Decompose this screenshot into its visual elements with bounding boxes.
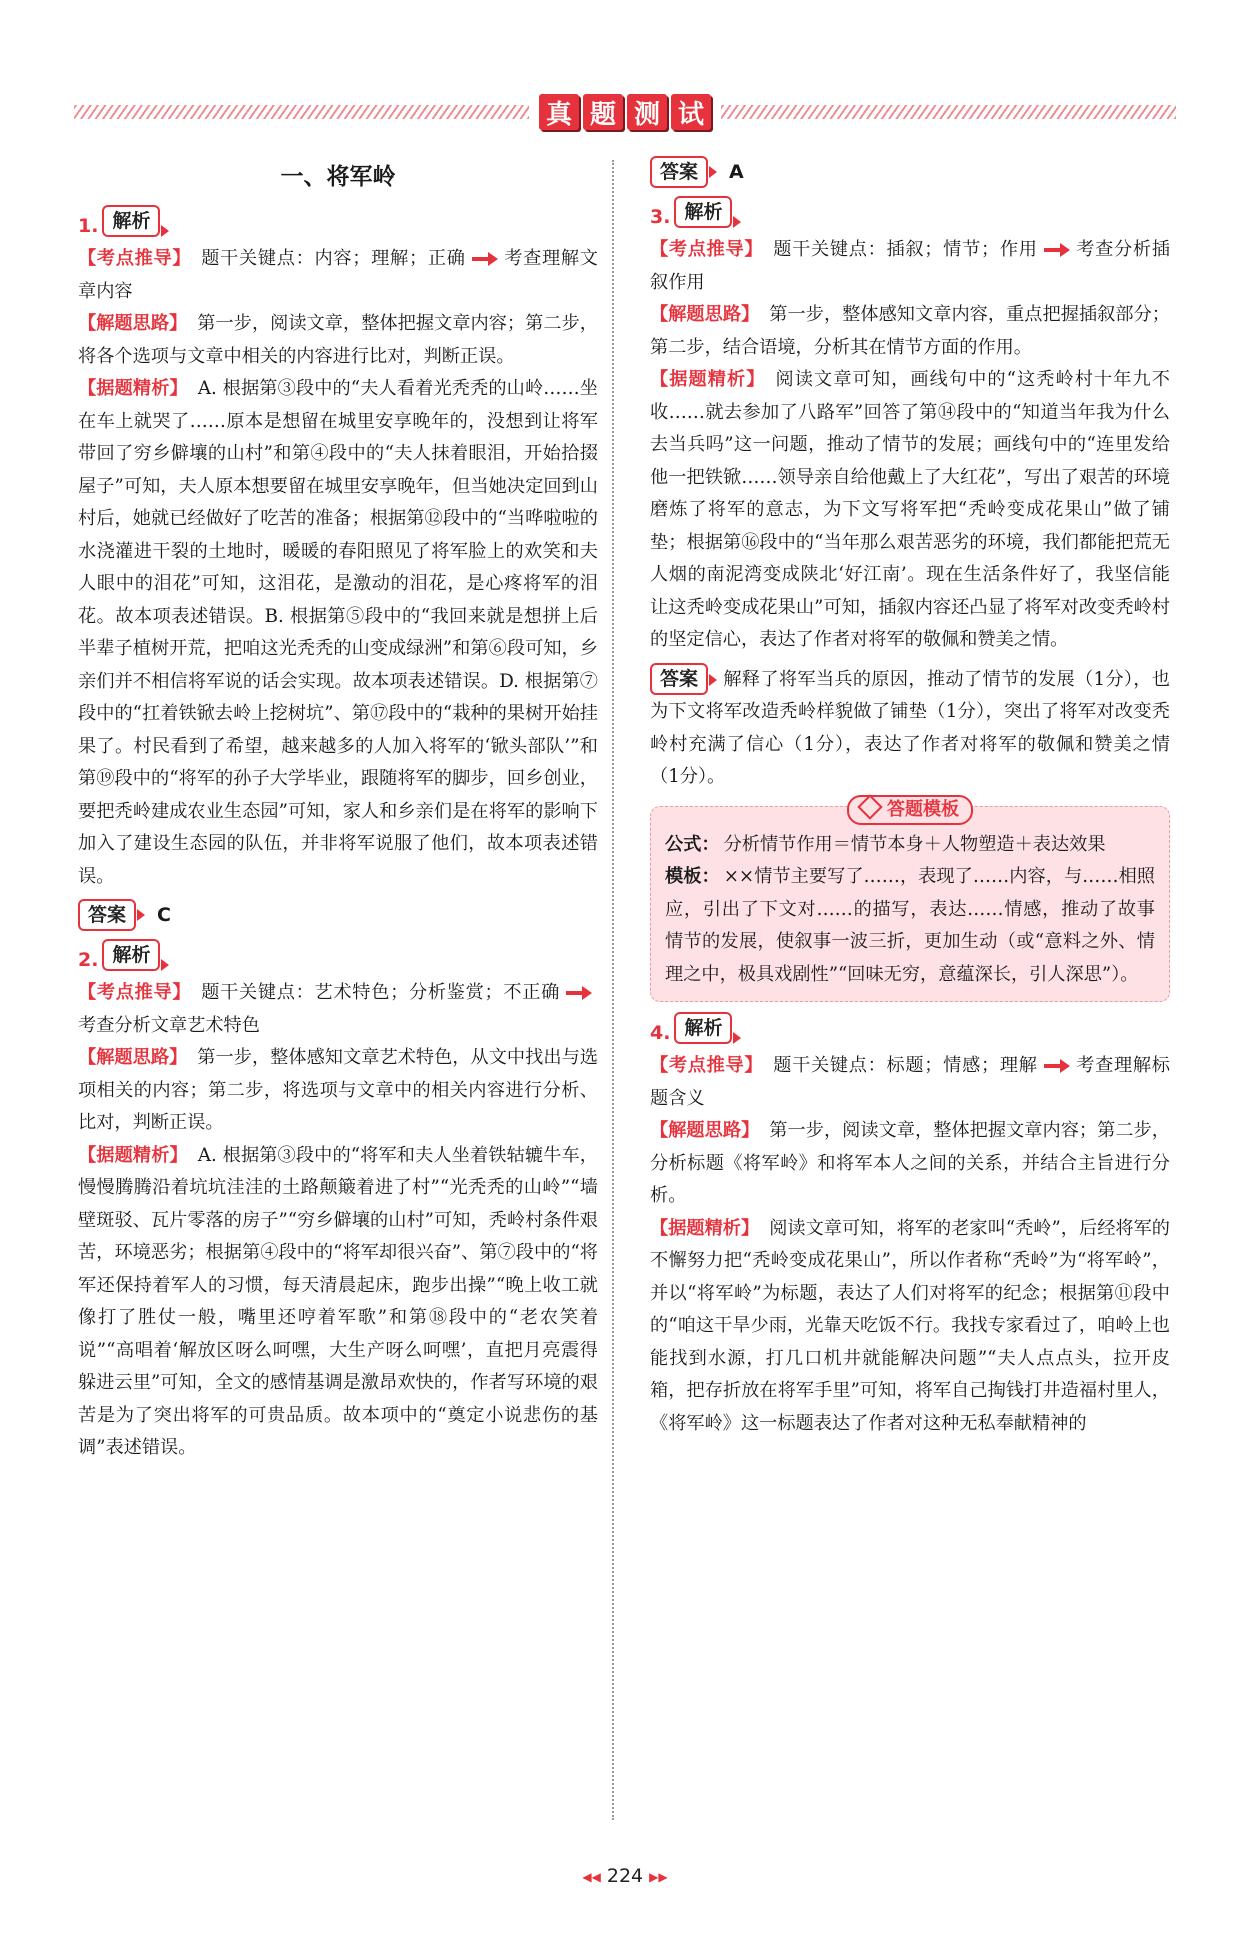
q4-point-text: 题干关键点：标题；情感；理解 bbox=[773, 1055, 1038, 1076]
tag-arrow-icon bbox=[733, 216, 741, 228]
q4-approach-text: 第一步，阅读文章，整体把握文章内容；第二步，分析标题《将军岭》和将军本人之间的关系，并结合主旨进行分析。 bbox=[650, 1120, 1170, 1206]
q3-answer bbox=[650, 663, 1170, 794]
q3-point-text: 题干关键点：插叙；情节；作用 bbox=[773, 239, 1038, 260]
q4-approach bbox=[650, 1115, 1170, 1213]
banner-char: 题 bbox=[583, 94, 623, 130]
point-label: 【考点推导】 bbox=[78, 982, 192, 1003]
banner-char: 真 bbox=[539, 94, 579, 130]
q3-approach-text: 第一步，整体感知文章内容，重点把握插叙部分；第二步，结合语境，分析其在情节方面的作用。 bbox=[650, 304, 1170, 358]
banner-hatch-left bbox=[74, 105, 529, 119]
q1-point-text: 题干关键点：内容；理解；正确 bbox=[201, 248, 466, 269]
header-banner bbox=[74, 98, 1176, 130]
arrow-right-icon bbox=[472, 252, 498, 266]
question-number: 1. bbox=[78, 215, 99, 237]
q2-point-text: 题干关键点：艺术特色；分析鉴赏；不正确 bbox=[201, 982, 560, 1003]
arrow-right-icon bbox=[566, 986, 592, 1000]
q1-answer-value: C bbox=[157, 904, 171, 926]
q2-approach-text: 第一步，整体感知文章艺术特色，从文中找出与选项相关的内容；第二步，将选项与文章中的相关内容进行分析、比对，判断正误。 bbox=[78, 1047, 598, 1133]
q2-approach bbox=[78, 1042, 598, 1140]
detail-label: 【据题精析】 bbox=[78, 1144, 188, 1166]
tag-arrow-icon bbox=[709, 166, 717, 178]
question-number: 4. bbox=[650, 1022, 671, 1044]
point-label: 【考点推导】 bbox=[78, 248, 192, 269]
q3-detail bbox=[650, 364, 1170, 657]
arrow-right-icon bbox=[1044, 243, 1070, 257]
q3-answer-text: 解释了将军当兵的原因，推动了情节的发展（1分），也为下文将军改造秃岭样貌做了铺垫（1分），突出了将军对改变秃岭村充满了信心（1分），表达了作者对将军的敬佩和赞美之情（1分）。 bbox=[650, 668, 1170, 787]
approach-label: 【解题思路】 bbox=[650, 1120, 760, 1141]
right-column bbox=[650, 150, 1170, 1440]
detail-label: 【据题精析】 bbox=[650, 1217, 760, 1239]
q3-approach bbox=[650, 299, 1170, 364]
right-arrows-icon: ▶▶ bbox=[649, 1869, 668, 1884]
q2-point-target: 考查分析文章艺术特色 bbox=[78, 1014, 260, 1036]
q1-header bbox=[78, 205, 598, 237]
point-label: 【考点推导】 bbox=[650, 239, 764, 260]
banner-char: 测 bbox=[627, 94, 667, 130]
analysis-tag: 解析 bbox=[674, 196, 732, 228]
column-divider bbox=[612, 160, 614, 1820]
tag-arrow-icon bbox=[161, 959, 169, 971]
q3-detail-text: 阅读文章可知，画线句中的“这秃岭村十年九不收……就去参加了八路军”回答了第⑭段中的“知道当年我为什么去当兵吗”这一问题，推动了情节的发展；画线句中的“连里发给他一把铁锨……领导亲自给他戴上了大红花”，写出了艰苦的环境磨炼了将军的意志，为下文写将军把“秃岭变成花果山”做了铺垫；根据第⑯段中的“当年那么艰苦恶劣的环境，我们都能把荒无人烟的南泥湾变成陕北‘好江南’。现在生活条件好了，我坚信能让这秃岭变成花果山”可知，插叙内容还凸显了将军对改变秃岭村的坚定信心，表达了作者对将军的敬佩和赞美之情。 bbox=[650, 369, 1170, 650]
page-number: 224 bbox=[606, 1865, 644, 1887]
tag-arrow-icon bbox=[709, 674, 717, 686]
template-formula bbox=[665, 829, 1155, 862]
q3-point bbox=[650, 234, 1170, 299]
banner-hatch-right bbox=[721, 105, 1176, 119]
q1-approach-text: 第一步，阅读文章，整体把握文章内容；第二步，将各个选项与文章中相关的内容进行比对，判断正误。 bbox=[78, 313, 598, 367]
page-footer bbox=[0, 1865, 1250, 1887]
question-number: 2. bbox=[78, 949, 99, 971]
template-model bbox=[665, 861, 1155, 991]
q1-detail bbox=[78, 373, 598, 893]
q3-point-target: 考查分析插叙作用 bbox=[650, 239, 1170, 293]
detail-label: 【据题精析】 bbox=[650, 369, 766, 390]
model-text: ××情节主要写了……，表现了……内容，与……相照应，引出了下文对……的描写，表达……情感，推动了故事情节的发展，使叙事一波三折，更加生动（或“意料之外、情理之中，极具戏剧性”“回味无穷，意蕴深长，引人深思”）。 bbox=[665, 866, 1155, 985]
tag-arrow-icon bbox=[137, 909, 145, 921]
q2-answer bbox=[650, 156, 1170, 188]
detail-label: 【据题精析】 bbox=[78, 378, 188, 399]
template-title bbox=[847, 795, 973, 825]
formula-label: 公式： bbox=[665, 833, 720, 855]
q1-detail-text: A. 根据第③段中的“夫人看着光秃秃的山岭……坐在车上就哭了……原本是想留在城里安享晚年的，没想到让将军带回了穷乡僻壤的山村”和第④段中的“夫人抹着眼泪，开始拾掇屋子”可知，夫人原本想要留在城里安享晚年，但当她决定回到山村后，她就已经做好了吃苦的准备；根据第⑫段中的“当哗啦啦的水浇灌进干裂的土地时，暖暖的春阳照见了将军脸上的欢笑和夫人眼中的泪花”可知，这泪花，是激动的泪花，是心疼将军的泪花。故本项表述错误。B. 根据第⑤段中的“我回来就是想拼上后半辈子植树开荒，把咱这光秃秃的山变成绿洲”和第⑥段可知，乡亲们并不相信将军说的话会实现。故本项表述错误。D. 根据第⑦段中的“扛着铁锨去岭上挖树坑”、第⑰段中的“栽种的果树开始挂果了。村民看到了希望，越来越多的人加入将军的‘锨头部队’”和第⑲段中的“将军的孙子大学毕业，跟随将军的脚步，回乡创业，要把秃岭建成农业生态园”可知，家人和乡亲们是在将军的影响下加入了建设生态园的队伍，并非将军说服了他们，故本项表述错误。 bbox=[78, 378, 598, 887]
q1-point bbox=[78, 243, 598, 308]
layers-icon bbox=[857, 794, 882, 819]
analysis-tag: 解析 bbox=[102, 939, 160, 971]
analysis-tag: 解析 bbox=[674, 1012, 732, 1044]
answer-tag: 答案 bbox=[78, 899, 136, 931]
banner-title bbox=[529, 94, 721, 130]
q3-header bbox=[650, 196, 1170, 228]
question-number: 3. bbox=[650, 206, 671, 228]
approach-label: 【解题思路】 bbox=[78, 1047, 188, 1068]
section-title: 一、将军岭 bbox=[280, 164, 396, 190]
q4-detail bbox=[650, 1213, 1170, 1441]
answer-tag: 答案 bbox=[650, 156, 708, 188]
point-label: 【考点推导】 bbox=[650, 1055, 764, 1076]
approach-label: 【解题思路】 bbox=[650, 304, 760, 325]
q4-detail-text: 阅读文章可知，将军的老家叫“秃岭”，后经将军的不懈努力把“秃岭变成花果山”，所以作者称“秃岭”为“将军岭”，并以“将军岭”为标题，表达了人们对将军的纪念；根据第⑪段中的“咱这干旱少雨，光靠天吃饭不行。我找专家看过了，咱岭上也能找到水源，打几口机井就能解决问题”“夫人点点头，拉开皮箱，把存折放在将军手里”可知，将军自己掏钱打井造福村里人，《将军岭》这一标题表达了作者对这种无私奉献精神的 bbox=[650, 1217, 1170, 1434]
q2-header bbox=[78, 939, 598, 971]
q1-answer bbox=[78, 899, 598, 931]
left-column bbox=[78, 150, 598, 1465]
tag-arrow-icon bbox=[161, 225, 169, 237]
q2-detail bbox=[78, 1140, 598, 1465]
answer-tag: 答案 bbox=[650, 663, 708, 695]
formula-text: 分析情节作用＝情节本身＋人物塑造＋表达效果 bbox=[723, 833, 1106, 855]
answer-template-box bbox=[650, 798, 1170, 1003]
banner-char: 试 bbox=[671, 94, 711, 130]
q4-header bbox=[650, 1012, 1170, 1044]
q1-approach bbox=[78, 308, 598, 373]
q2-point bbox=[78, 977, 598, 1042]
q4-point bbox=[650, 1050, 1170, 1115]
q4-point-target: 考查理解标题含义 bbox=[650, 1055, 1170, 1109]
arrow-right-icon bbox=[1044, 1059, 1070, 1073]
q1-point-target: 考查理解文章内容 bbox=[78, 248, 598, 302]
left-arrows-icon: ◀◀ bbox=[582, 1869, 601, 1884]
q2-detail-text: A. 根据第③段中的“将军和夫人坐着铁轱辘牛车，慢慢腾腾沿着坑坑洼洼的土路颠簸着进了村”“光秃秃的山岭”“墙壁斑驳、瓦片零落的房子”“穷乡僻壤的山村”可知，秃岭村条件艰苦，环境恶劣；根据第④段中的“将军却很兴奋”、第⑦段中的“将军还保持着军人的习惯，每天清晨起床，跑步出操”“晚上收工就像打了胜仗一般，嘴里还哼着军歌”和第⑱段中的“老农笑着说”“高唱着‘解放区呀么呵嘿，大生产呀么呵嘿’，直把月亮震得躲进云里”可知，全文的感情基调是激昂欢快的，作者写环境的艰苦是为了突出将军的可贵品质。故本项中的“奠定小说悲伤的基调”表述错误。 bbox=[78, 1144, 598, 1458]
analysis-tag: 解析 bbox=[102, 205, 160, 237]
tag-arrow-icon bbox=[733, 1032, 741, 1044]
q2-answer-value: A bbox=[729, 161, 744, 183]
model-label: 模板： bbox=[665, 866, 720, 887]
template-title-text: 答题模板 bbox=[887, 798, 959, 820]
approach-label: 【解题思路】 bbox=[78, 313, 188, 334]
